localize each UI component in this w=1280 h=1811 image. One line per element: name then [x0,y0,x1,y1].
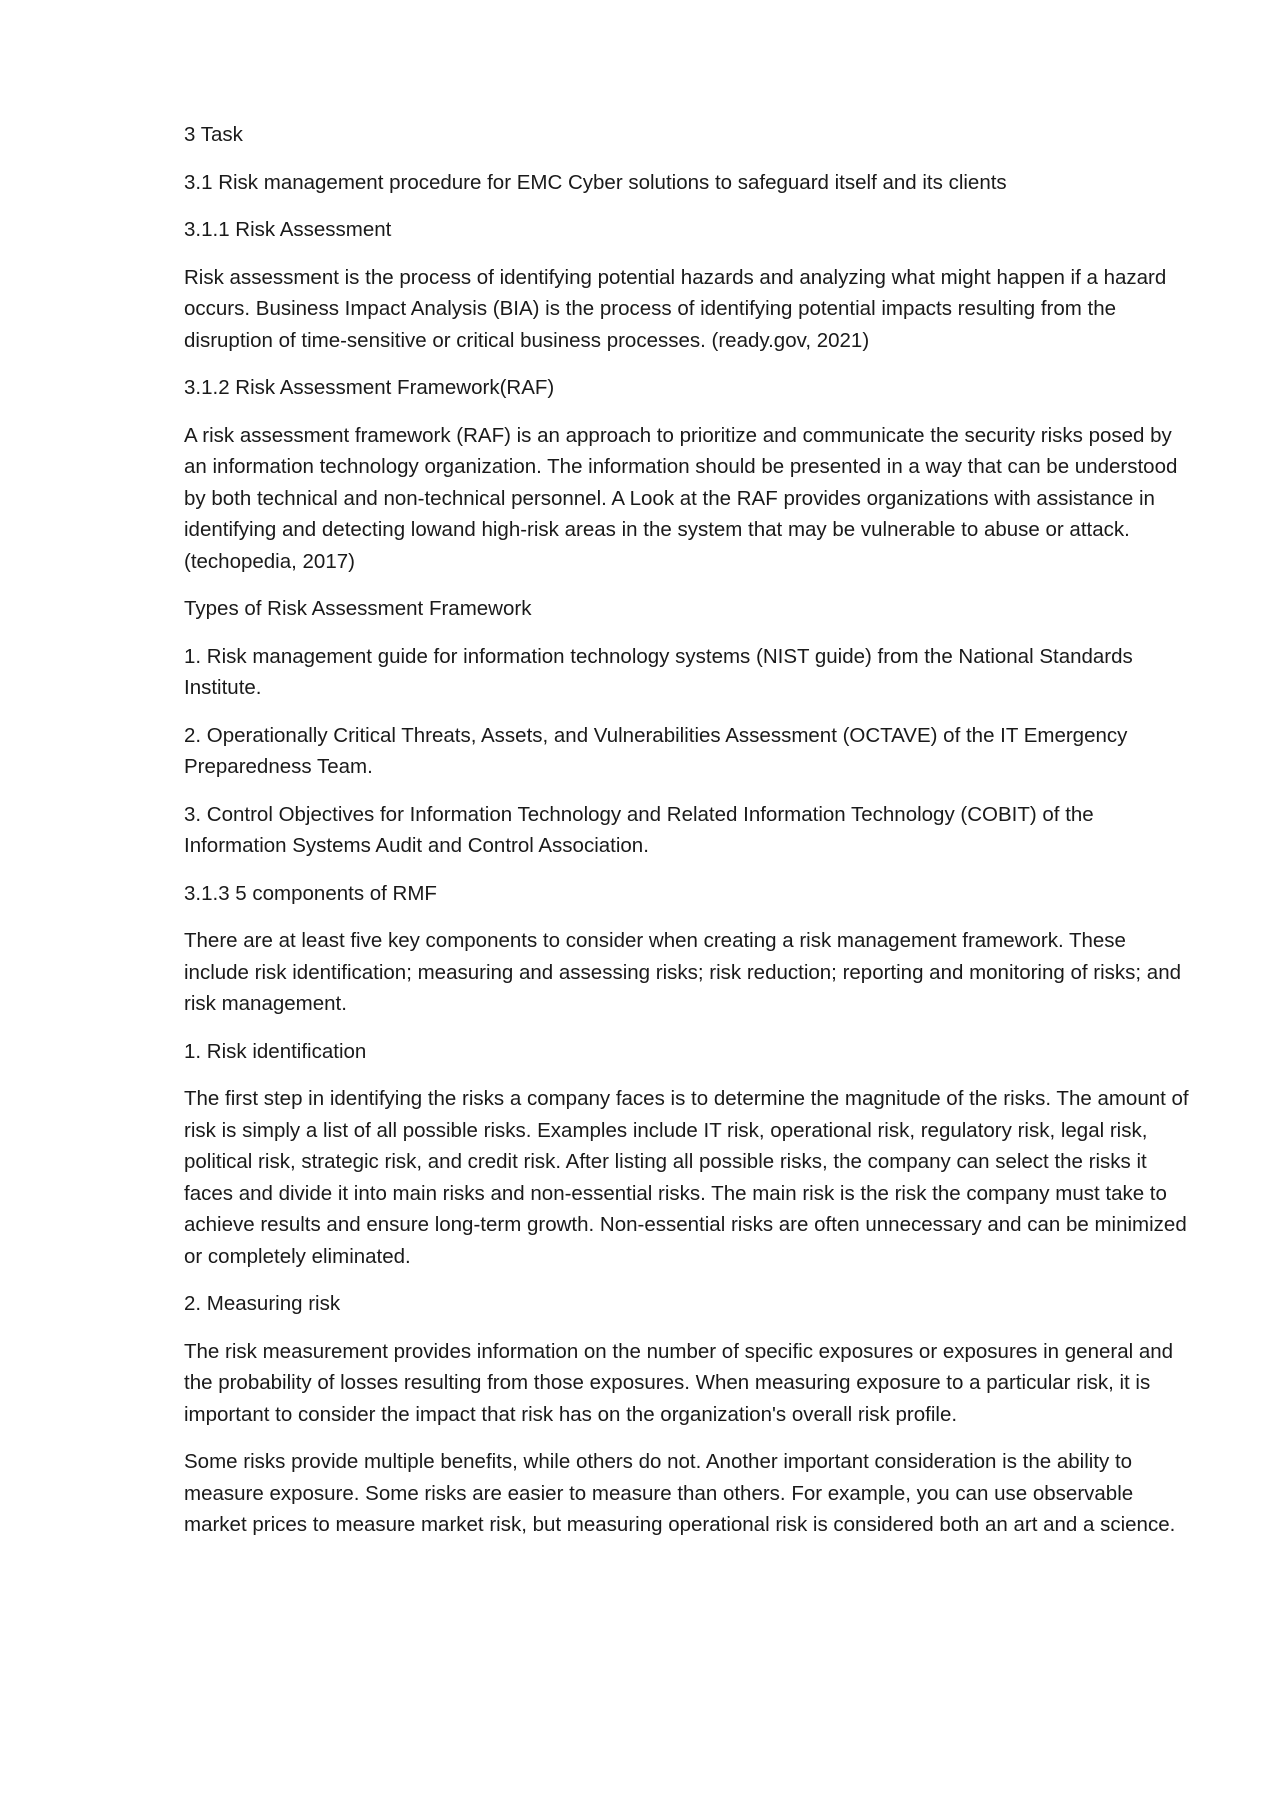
paragraph-rmf-components: There are at least five key components to consider when creating a risk management framework. These include risk identification; measuring and assessing risks; risk reduction; reporting and monitoring of risks; and risk management. [184,929,1182,1015]
paragraph-risk-identification: The first step in identifying the risks a company faces is to determine the magnitude of the risks. The amount of risk is simply a list of all possible risks. Examples include IT risk, operational risk, regulatory risk, legal risk, political risk, strategic risk, and credit risk. After listing all possible risks, the company can select the risks it faces and divide it into main risks and non-essential risks. The main risk is the risk the company must take to achieve results and ensure long-term growth. Non-essential risks are often unnecessary and can be minimized or completely eliminated. [184,1087,1189,1268]
heading-rmf-components: 3.1.3 5 components of RMF [184,881,437,905]
list-item-octave: 2. Operationally Critical Threats, Assets, and Vulnerabilities Assessment (OCTAVE) of the IT Emergency Preparedness Team. [184,723,1128,778]
heading-measuring-risk: 2. Measuring risk [184,1292,341,1315]
heading-raf: 3.1.2 Risk Assessment Framework(RAF) [184,376,555,399]
heading-task: 3 Task [184,123,243,146]
paragraph-risk-assessment: Risk assessment is the process of identifying potential hazards and analyzing what might happen if a hazard occurs. Business Impact Analysis (BIA) is the process of identifying potential impacts resulting from the disruption of time-sensitive or critical business processes. (ready.gov, 2021) [184,265,1167,352]
heading-types-of-raf: Types of Risk Assessment Framework [184,597,532,620]
paragraph-measuring-risk-2: Some risks provide multiple benefits, while others do not. Another important consideration is the ability to measure exposure. Some risks are easier to measure than others. For example, you can use observable market prices to measure market risk, but measuring operational risk is considered both an art and a science. [184,1450,1176,1536]
heading-risk-management-procedure: 3.1 Risk management procedure for EMC Cyber solutions to safeguard itself and its clients [184,170,1007,194]
paragraph-measuring-risk: The risk measurement provides information on the number of specific exposures or exposures in general and the probability of losses resulting from those exposures. When measuring exposure to a particular risk, it is important to consider the impact that risk has on the organization's overall risk profile. [184,1339,1174,1426]
heading-risk-identification: 1. Risk identification [184,1039,367,1063]
paragraph-raf: A risk assessment framework (RAF) is an approach to prioritize and communicate the security risks posed by an information technology organization. The information should be presented in a way that can be understood by both technical and non-technical personnel. A Look at the RAF provides organizations with assistance in identifying and detecting lowand high-risk areas in the system that may be vulnerable to abuse or attack. (techopedia, 2017) [184,423,1178,573]
list-item-cobit: 3. Control Objectives for Information Technology and Related Information Technology (COBIT) of the Information Systems Audit and Control Association. [184,802,1094,857]
heading-risk-assessment: 3.1.1 Risk Assessment [184,218,392,241]
list-item-nist: 1. Risk management guide for information technology systems (NIST guide) from the National Standards Institute. [184,644,1133,699]
document-page [184,119,1194,1557]
